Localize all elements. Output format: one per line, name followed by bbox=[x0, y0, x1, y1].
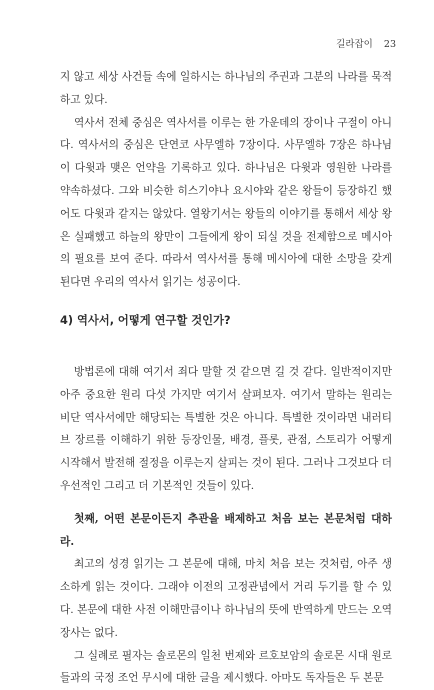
principle-heading: 첫째, 어떤 본문이든지 추관을 배제하고 처음 보는 본문처럼 대하라. bbox=[60, 511, 392, 548]
paragraph-methodology: 방법론에 대해 여기서 죄다 말할 것 같으면 길 것 같다. 일반적이지만 아주 중요한 원리 다섯 가지만 여기서 살펴보자. 여기서 말하는 원리는 비단 역사서에만 해당되는 특별한 것은 아니다. 특별한 것이라면 내러티브 장르를 이해하기 위한 등장인물, 배경, 플롯, 관점, 스토리가 어떻게 시작해서 발전해 절정을 이루는지 살피는 것이 된다. 그러나 그것보다 더 우선적인 그리고 더 기본적인 것들이 있다. bbox=[60, 365, 392, 492]
paragraph-reading: 최고의 성경 읽기는 그 본문에 대해, 마치 처음 보는 것처럼, 아주 생소하게 읽는 것이다. 그래야 이전의 고정관념에서 거리 두기를 할 수 있다. 본문에 대한 사전 이해만큼이나 하나님의 뜻에 반역하게 만드는 오역 장사는 없다. bbox=[60, 558, 392, 639]
paragraph-history-center: 역사서 전체 중심은 역사서를 이루는 한 가운데의 장이나 구절이 아니다. 역사서의 중심은 단연코 사무엘하 7장이다. 사무엘하 7장은 하나님이 다윗과 맺은 언약을 기록하고 있다. 하나님은 다윗과 영원한 나라를 약속하셨다. 그와 비슷한 히스기야나 요시야와 같은 왕들이 등장하긴 했어도 다윗과 같지는 않았다. 열왕기서는 왕들의 이야기를 통해서 세상 왕은 실패했고 하늘의 왕만이 그들에게 왕이 되실 것을 전제함으로 메시아의 필요를 보여 준다. 따라서 역사서를 통해 메시아에 대한 소망을 갖게 된다면 우리의 역사서 읽기는 성공이다. bbox=[60, 116, 392, 289]
paragraph-example: 그 실례로 필자는 솔로몬의 일천 번제와 르호보암의 솔로몬 시대 원로들과의 국정 조언 무시에 대한 글을 제시했다. 아마도 독자들은 두 본문 bbox=[60, 649, 392, 685]
paragraph-continued: 지 않고 세상 사건들 속에 일하시는 하나님의 주권과 그분의 나라를 묵적하고 있다. bbox=[60, 71, 392, 106]
section-heading: 4) 역사서, 어떻게 연구할 것인가? bbox=[60, 313, 231, 327]
body-text bbox=[60, 66, 392, 690]
chapter-title: 길라잡이 bbox=[336, 39, 373, 50]
page-number: 23 bbox=[383, 39, 396, 50]
running-header bbox=[336, 36, 396, 50]
